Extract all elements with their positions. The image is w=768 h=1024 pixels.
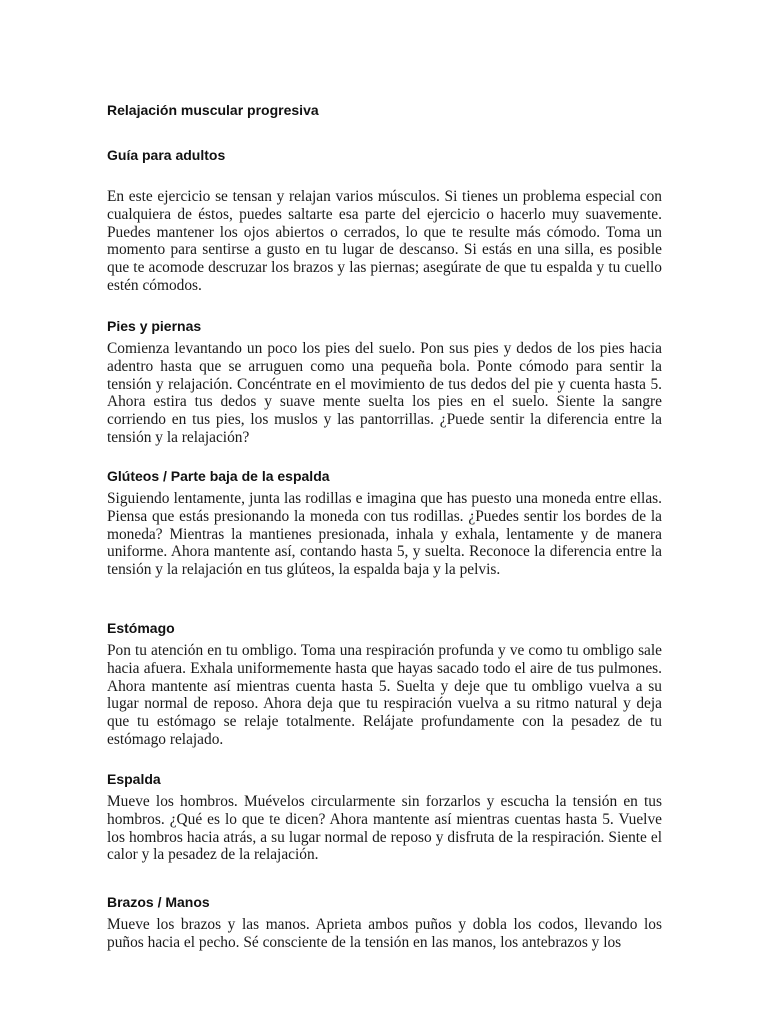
document-title: Relajación muscular progresiva: [107, 102, 319, 118]
section-heading: Estómago: [107, 620, 175, 636]
intro-paragraph: En este ejercicio se tensan y relajan varios músculos. Si tienes un problema especial con cualquiera de éstos, puedes saltarte esa parte del ejercicio o hacerlo muy suavemente. Puedes mantener los ojos abiertos o cerrados, lo que te resulte más cómodo. Toma un momento para sentirse a gusto en tu lugar de descanso. Si estás en una silla, es posible que te acomode descruzar los brazos y las piernas; asegúrate de que tu espalda y tu cuello estén cómodos.: [107, 188, 662, 294]
section-heading: Brazos / Manos: [107, 894, 210, 910]
section-paragraph: Siguiendo lentamente, junta las rodillas e imagina que has puesto una moneda entre ellas. Piensa que estás presionando la moneda con tus rodillas. ¿Puedes sentir los bordes de la moneda? Mientras la mantienes presionada, inhala y exhala, lentamente y de manera uniforme. Ahora mantente así, contando hasta 5, y suelta. Reconoce la diferencia entre la tensión y la relajación en tus glúteos, la espalda baja y la pelvis.: [107, 490, 662, 579]
section-paragraph: Pon tu atención en tu ombligo. Toma una respiración profunda y ve como tu ombligo sale hacia afuera. Exhala uniformemente hasta que hayas sacado todo el aire de tus pulmones. Ahora mantente así mientras cuenta hasta 5. Suelta y deje que tu ombligo vuelva a su lugar normal de reposo. Ahora deja que tu respiración vuelva a su ritmo natural y deja que tu estómago se relaje totalmente. Relájate profundamente con la pesadez de tu estómago relajado.: [107, 642, 662, 748]
section-paragraph: Mueve los hombros. Muévelos circularmente sin forzarlos y escucha la tensión en tus hombros. ¿Qué es lo que te dicen? Ahora mantente así mientras cuentas hasta 5. Vuelve los hombros hacia atrás, a su lugar normal de reposo y disfruta de la respiración. Siente el calor y la pesadez de la relajación.: [107, 793, 662, 864]
document-subtitle: Guía para adultos: [107, 147, 226, 163]
intro-block: [107, 188, 662, 295]
section-estomago: [107, 619, 662, 749]
section-paragraph: Mueve los brazos y las manos. Aprieta ambos puños y dobla los codos, llevando los puños hacia el pecho. Sé consciente de la tensión en las manos, los antebrazos y los: [107, 916, 662, 951]
section-brazos-manos: [107, 893, 662, 952]
section-heading: Glúteos / Parte baja de la espalda: [107, 468, 330, 484]
section-espalda: [107, 770, 662, 864]
section-heading: Espalda: [107, 771, 161, 787]
section-heading: Pies y piernas: [107, 318, 202, 334]
section-paragraph: Comienza levantando un poco los pies del suelo. Pon sus pies y dedos de los pies hacia adentro hasta que se arruguen como una pequeña bola. Ponte cómodo para sentir la tensión y relajación. Concéntrate en el movimiento de tus dedos del pie y cuenta hasta 5. Ahora estira tus dedos y suave mente suelta los pies en el suelo. Siente la sangre corriendo en tus pies, los muslos y las pantorrillas. ¿Puede sentir la diferencia entre la tensión y la relajación?: [107, 340, 662, 446]
section-gluteos-espalda-baja: [107, 467, 662, 579]
section-pies-piernas: [107, 317, 662, 447]
